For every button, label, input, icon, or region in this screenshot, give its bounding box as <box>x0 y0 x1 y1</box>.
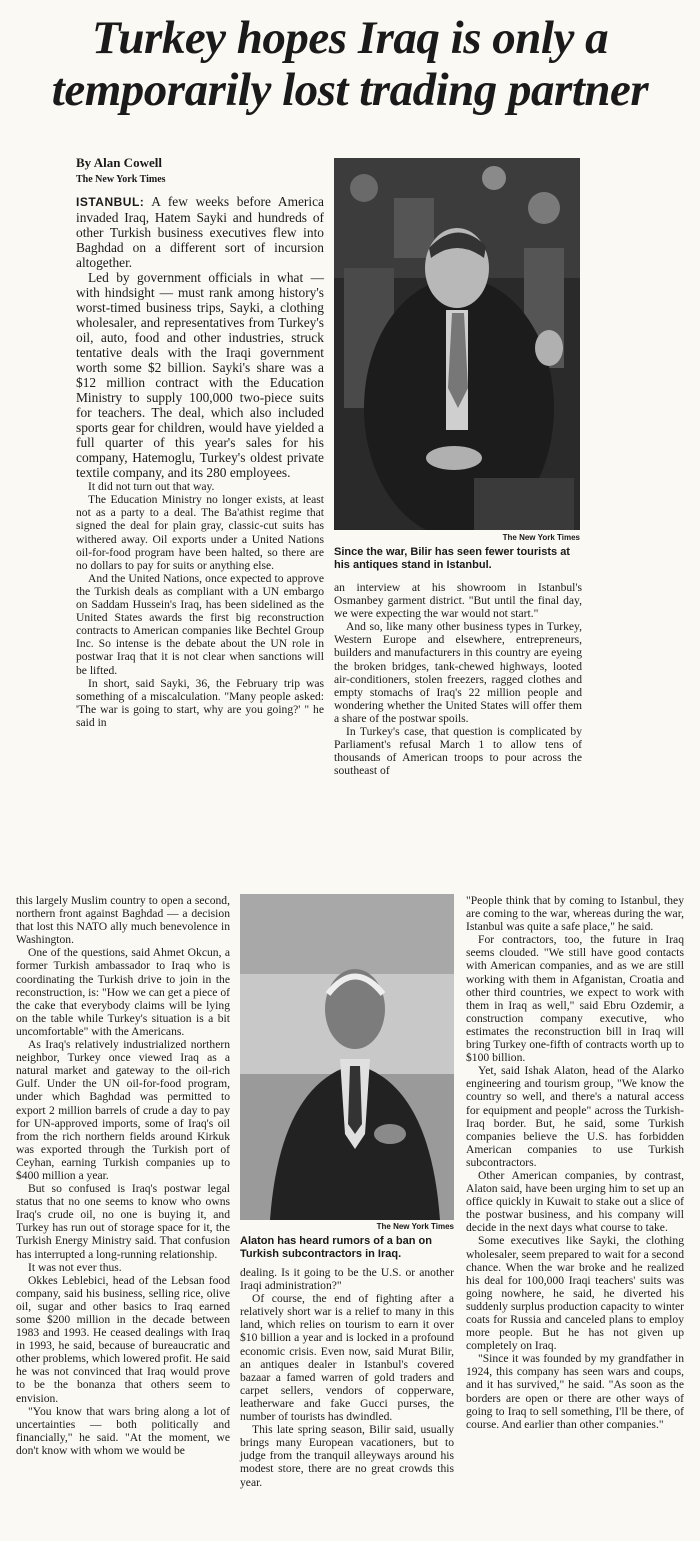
paragraph: Other American companies, by contrast, Alaton said, have been urging him to set up an office quickly in Kuwait to stake out a slice of the postwar business, and his company will decide in the next days what course to take. <box>466 1168 684 1235</box>
lead-text: A few weeks before America invaded Iraq, Hatem Sayki and hundreds of other Turkish business executives flew into Baghdad on a different sort of incursion altogether. <box>76 194 324 271</box>
headline-line-2: temporarily lost trading partner <box>51 64 649 116</box>
column-4 <box>240 1266 454 1489</box>
column-3 <box>16 894 230 1457</box>
paragraph: It was not ever thus. <box>28 1260 122 1274</box>
paragraph: It did not turn out that way. <box>88 480 215 494</box>
paragraph: In short, said Sayki, 36, the February trip was something of a miscalculation. "Many people asked: 'The war is going to start, why are you going?' " he said in <box>76 676 324 729</box>
photo-alaton-image <box>240 894 454 1220</box>
paragraph: Led by government officials in what — with hindsight — must rank among history's worst-timed business trips, Sayki, a clothing wholesaler, and representatives from Turkey's oil, auto, food and other industries, struck tentative deals with the Iraqi government worth some $2 billion. Sayki's share was a $12 million contract with the Education Ministry to supply 100,000 two-piece suits for teachers. The deal, which also included sports gear for children, would have yielded a full quarter of this year's sales for his company, Hatemoglu, Turkey's oldest private textile company, and its 280 employees. <box>76 270 324 481</box>
paragraph: And so, like many other business types in Turkey, Western Europe and elsewhere, entrepreneurs, builders and manufacturers in this country are eyeing the broken bridges, tank-chewed highways, looted air-conditioners, stolen freezers, ragged clothes and empty stomachs of Iraq's 22 million people and wondering whether the United States will offer them a share of the postwar spoils. <box>334 620 582 725</box>
source-line: The New York Times <box>76 174 166 186</box>
paragraph: But so confused is Iraq's postwar legal status that no one seems to know who owns Iraq's crude oil, no one is buying it, and Turkey has run out of storage space for it, the Turkish Energy Ministry said. That confusion has interrupted a long-running relationship. <box>16 1182 230 1261</box>
paragraph: The Education Ministry no longer exists, at least not as a party to a deal. The Ba'athist regime that signed the deal for plain gray, classic-cut suits has withered away. Oil exports under a United Nations oil-for-food program have been halted, so there are no dollars to pay for suits or anything else. <box>76 493 324 572</box>
photo-alaton <box>240 894 454 1220</box>
dateline: ISTANBUL: <box>76 195 145 210</box>
paragraph: "You know that wars bring along a lot of uncertainties — both politically and financially," he said. "At the moment, we don't know with whom we would be <box>16 1404 230 1457</box>
paragraph: "People think that by coming to Istanbul, they are coming to the war, whereas during the war, Istanbul was quite a safe place," he said. <box>466 894 684 934</box>
paragraph: As Iraq's relatively industrialized northern neighbor, Turkey once viewed Iraq as a natural market and gateway to the oil-rich Gulf. Under the UN oil-for-food program, under which Baghdad was permitted to export 2 million barrels of crude a day to pay for UN-approved imports, some of Iraq's oil from the rich northern fields around Kirkuk was exported through the Turkish port of Ceyhan, earning Turkish companies up to $400 million a year. <box>16 1038 230 1182</box>
headline-line-1: Turkey hopes Iraq is only a <box>91 12 609 64</box>
photo-antiques-dealer <box>334 158 580 530</box>
paragraph: In Turkey's case, that question is complicated by Parliament's refusal March 1 to allow tens of thousands of American troops to pour across the southeast of <box>334 725 582 778</box>
photo-credit-2: The New York Times <box>376 1222 454 1231</box>
paragraph: This late spring season, Bilir said, usually brings many European vacationers, but to judge from the tranquil alleyways around his modest store, there are no great crowds this year. <box>240 1423 454 1489</box>
photo-caption-2: Alaton has heard rumors of a ban on Turkish subcontractors in Iraq. <box>240 1235 432 1260</box>
byline: By Alan Cowell <box>76 155 162 170</box>
paragraph: And the United Nations, once expected to approve the Turkish deals as compliant with a UN embargo on Saddam Hussein's Iraq, has been sidelined as the United States awards the first big reconstruction contracts to American companies like Bechtel Group Inc. So intense is the debate about the UN role in postwar Iraq that it is not clear when sanctions will be lifted. <box>76 571 324 677</box>
column-2-top <box>334 581 582 777</box>
paragraph: this largely Muslim country to open a second, northern front against Baghdad — a decision that lost this NATO ally much benevolence in Washington. <box>16 894 230 947</box>
paragraph: For contractors, too, the future in Iraq seems clouded. "We still have good contacts with American companies, and as we are still working with them in Afganistan, Croatia and other third countries, we expect to work with them in Iraq as well," said Ebru Ozdemir, a construction company executive, who estimates the reconstruction bill in Iraq will bring Turkey one-fifth of contracts worth up to $100 billion. <box>466 933 684 1065</box>
paragraph: Okkes Leblebici, head of the Lebsan food company, said his business, selling rice, olive oil, sugar and other basics to Iraq earned some $200 million in the decade between 1983 and 1993. He ceased dealings with Iraq in 1993, he said, because of bureaucratic and other problems, which lowered profit. He said he was not convinced that Iraq would prove to be the bonanza that others seem to envision. <box>16 1273 230 1405</box>
paragraph: Of course, the end of fighting after a relatively short war is a relief to many in this land, which relies on tourism to earn it over $10 billion a year and is locked in a profound economic crisis. Even now, said Murat Bilir, an antiques dealer in Istanbul's covered bazaar a famed warren of gold traders and carpet sellers, vendors of copperware, leatherware and fake Gucci purses, the number of tourists has dwindled. <box>240 1292 454 1424</box>
paragraph: One of the questions, said Ahmet Okcun, a former Turkish ambassador to Iraq who is coordinating the Turkish drive to join in the reconstruction, is: "How we can get a piece of the cake that everybody claims will be lying on the table while Turkey's situation is a bit uncomfortable" with the Americans. <box>16 946 230 1038</box>
paragraph: an interview at his showroom in Istanbul's Osmanbey garment district. "But until the final day, we were expecting the war would not start." <box>334 581 582 621</box>
paragraph: "Since it was founded by my grandfather in 1924, this company has seen wars and coups, and it has survived," he said. "As soon as the borders are open or there are other ways of going to Iraq to sell something, I'll be there, of course. And earlier than other companies." <box>466 1352 684 1431</box>
column-5 <box>466 894 684 1431</box>
paragraph: Some executives like Sayki, the clothing wholesaler, seem prepared to wait for a second chance. When the war broke and he realized his deal for 100,000 Iraqi teachers' suits was going nowhere, he said, he diverted his suddenly surplus production capacity to winter coats for Russia and canceled plans to employ more people. But he has not given up completely on Iraq. <box>466 1234 684 1353</box>
paragraph: dealing. Is it going to be the U.S. or another Iraqi administration?" <box>240 1266 454 1293</box>
headline <box>0 12 700 116</box>
column-1 <box>76 156 324 729</box>
photo-credit-1: The New York Times <box>502 533 580 542</box>
photo-antiques-dealer-image <box>334 158 580 530</box>
paragraph: Yet, said Ishak Alaton, head of the Alarko engineering and tourism group, "We know the country so well, and there's a natural access for equipment and people" across the Turkish-Iraq border. But, he said, some Turkish companies believe the U.S. has forbidden American companies to use Turkish subcontractors. <box>466 1064 684 1169</box>
lead-paragraph <box>76 194 324 270</box>
photo-caption-1: Since the war, Bilir has seen fewer tourists at his antiques stand in Istanbul. <box>334 546 570 571</box>
